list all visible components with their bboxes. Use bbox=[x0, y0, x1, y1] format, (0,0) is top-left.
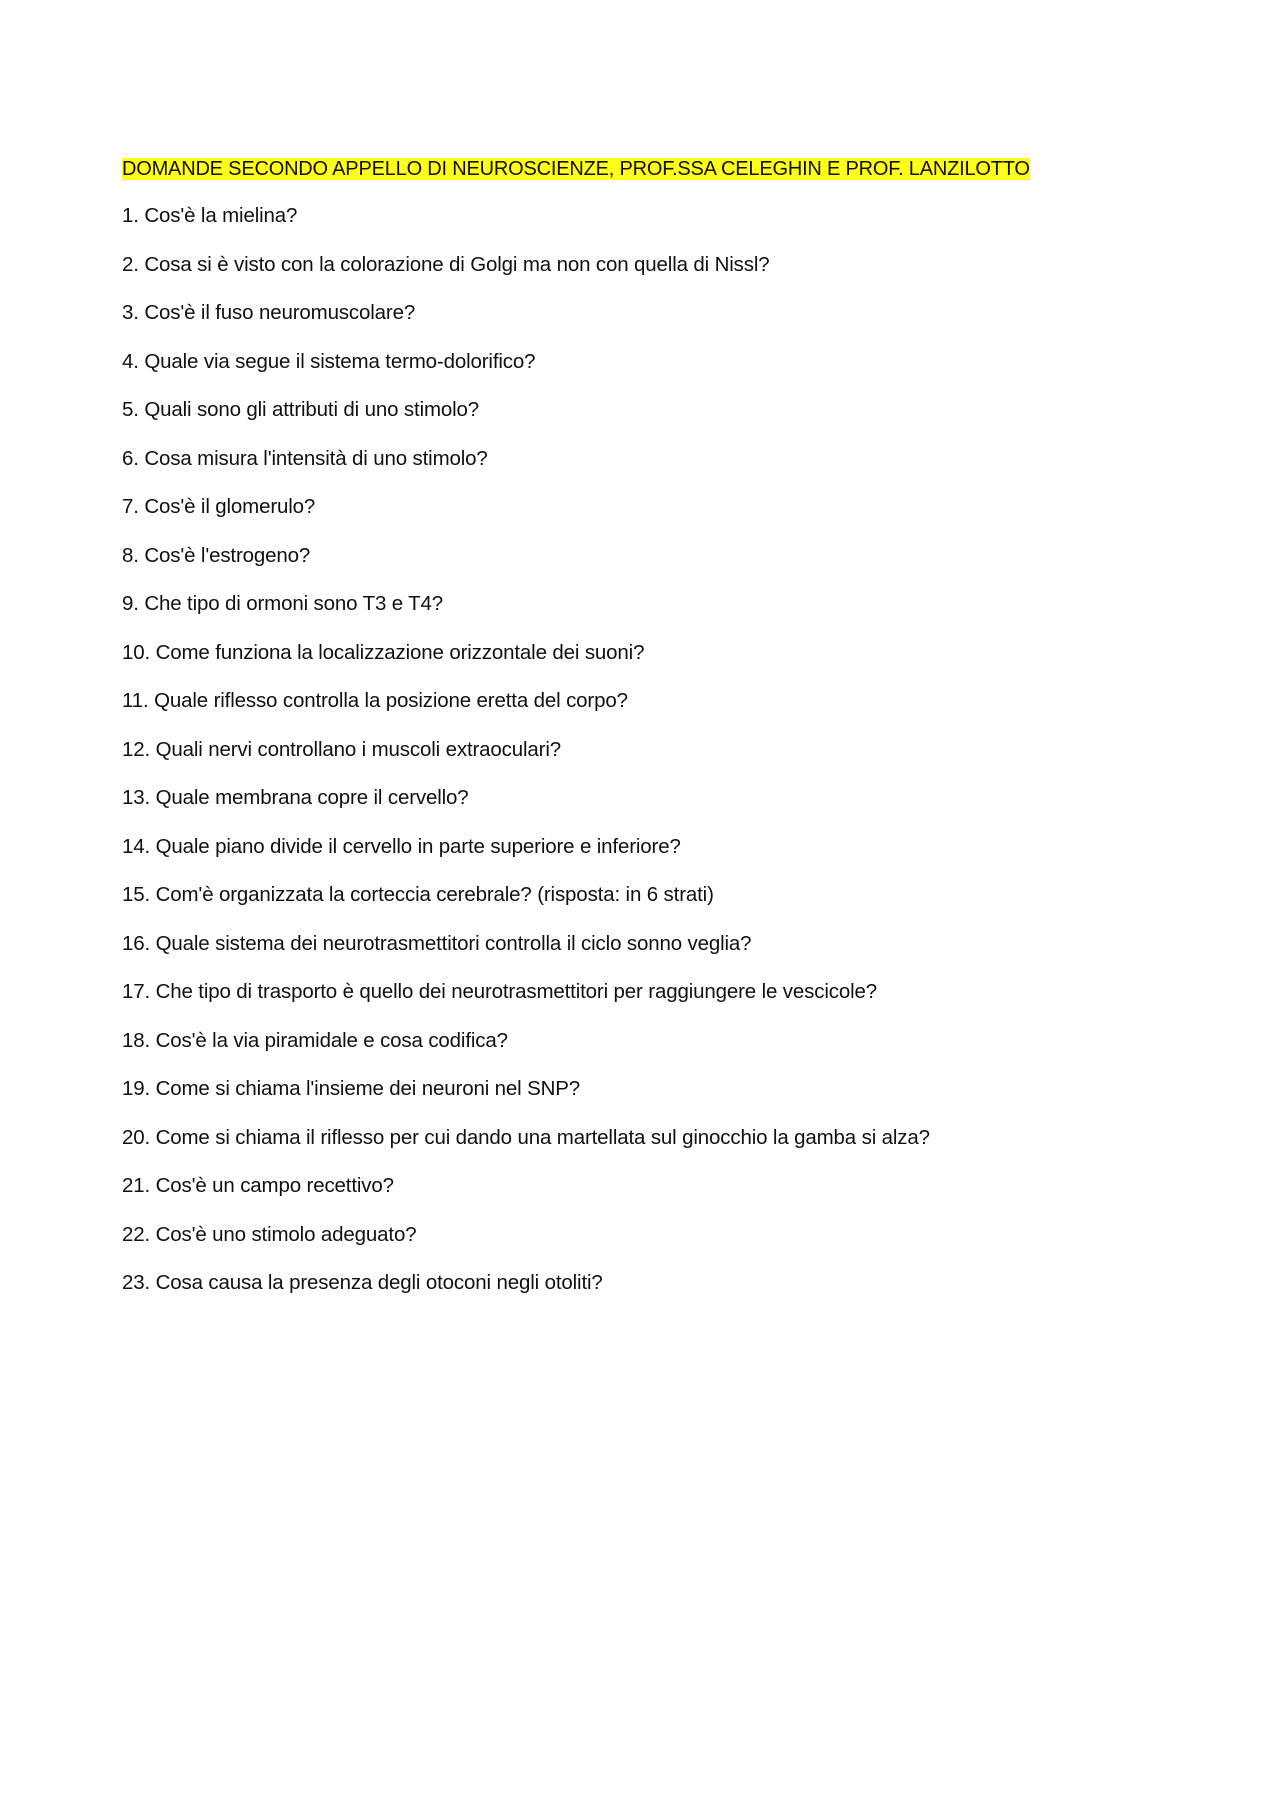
question-item bbox=[122, 1074, 1162, 1104]
question-item bbox=[122, 929, 1162, 959]
question-number: 22. bbox=[122, 1222, 156, 1246]
question-item bbox=[122, 201, 1162, 231]
question-item bbox=[122, 832, 1162, 862]
question-number: 8. bbox=[122, 543, 145, 567]
question-item bbox=[122, 1220, 1162, 1250]
question-item bbox=[122, 395, 1162, 425]
question-number: 11. bbox=[122, 689, 155, 712]
question-text: Come si chiama il riflesso per cui dando una martellata sul ginocchio la gamba si alza? bbox=[155, 1125, 930, 1149]
question-item bbox=[122, 347, 1162, 377]
question-text: Cos'è la via piramidale e cosa codifica? bbox=[155, 1028, 508, 1052]
question-number: 23. bbox=[122, 1271, 156, 1294]
question-number: 2. bbox=[122, 252, 145, 276]
question-list bbox=[122, 201, 1162, 1298]
question-text: Cos'è un campo recettivo? bbox=[155, 1174, 394, 1197]
question-text: Cosa causa la presenza degli otoconi negli otoliti? bbox=[155, 1271, 603, 1294]
question-item bbox=[122, 686, 1162, 716]
question-item bbox=[122, 1026, 1162, 1056]
question-text: Quale piano divide il cervello in parte superiore e inferiore? bbox=[155, 834, 681, 858]
question-text: Cos'è il glomerulo? bbox=[144, 495, 316, 518]
question-item bbox=[122, 492, 1162, 522]
question-text: Cos'è la mielina? bbox=[144, 204, 298, 227]
question-text: Quale sistema dei neurotrasmettitori controlla il ciclo sonno veglia? bbox=[155, 931, 752, 955]
question-text: Che tipo di ormoni sono T3 e T4? bbox=[144, 592, 444, 615]
question-item bbox=[122, 444, 1162, 474]
question-number: 14. bbox=[122, 834, 156, 858]
question-text: Quali nervi controllano i muscoli extraoculari? bbox=[155, 737, 562, 761]
question-text: Cos'è uno stimolo adeguato? bbox=[155, 1222, 417, 1246]
question-text: Che tipo di trasporto è quello dei neurotrasmettitori per raggiungere le vescicole? bbox=[155, 980, 878, 1003]
question-item bbox=[122, 1171, 1162, 1201]
question-number: 6. bbox=[122, 446, 145, 470]
question-text: Cos'è l'estrogeno? bbox=[144, 543, 311, 567]
question-item bbox=[122, 541, 1162, 571]
question-item bbox=[122, 589, 1162, 619]
question-number: 15. bbox=[122, 883, 156, 906]
question-text: Come funziona la localizzazione orizzontale dei suoni? bbox=[155, 640, 645, 664]
question-text: Cosa si è visto con la colorazione di Golgi ma non con quella di Nissl? bbox=[144, 252, 770, 276]
question-number: 9. bbox=[122, 592, 145, 615]
question-number: 12. bbox=[122, 737, 156, 761]
question-text: Cos'è il fuso neuromuscolare? bbox=[144, 301, 416, 324]
question-number: 21. bbox=[122, 1174, 156, 1197]
question-item bbox=[122, 638, 1162, 668]
question-number: 13. bbox=[122, 786, 156, 809]
question-text: Come si chiama l'insieme dei neuroni nel SNP? bbox=[155, 1077, 581, 1100]
question-number: 18. bbox=[122, 1028, 156, 1052]
question-number: 3. bbox=[122, 301, 145, 324]
question-text: Quale riflesso controlla la posizione eretta del corpo? bbox=[154, 689, 628, 712]
question-item bbox=[122, 250, 1162, 280]
document-title: DOMANDE SECONDO APPELLO DI NEUROSCIENZE, PROF.SSA CELEGHIN E PROF. LANZILOTTO bbox=[122, 158, 1030, 180]
question-text: Quali sono gli attributi di uno stimolo? bbox=[144, 398, 480, 421]
question-item bbox=[122, 880, 1162, 910]
question-item bbox=[122, 1268, 1162, 1298]
question-item bbox=[122, 735, 1162, 765]
question-item bbox=[122, 298, 1162, 328]
question-number: 4. bbox=[122, 349, 145, 373]
title-row bbox=[122, 154, 1162, 184]
question-number: 19. bbox=[122, 1077, 156, 1100]
question-number: 17. bbox=[122, 980, 156, 1003]
question-number: 20. bbox=[122, 1125, 156, 1149]
question-text: Quale via segue il sistema termo-dolorifico? bbox=[144, 349, 536, 373]
question-number: 16. bbox=[122, 931, 156, 955]
question-text: Com'è organizzata la corteccia cerebrale? (risposta: in 6 strati) bbox=[155, 883, 714, 906]
question-number: 5. bbox=[122, 398, 145, 421]
question-text: Quale membrana copre il cervello? bbox=[155, 786, 469, 809]
question-item bbox=[122, 977, 1162, 1007]
question-item bbox=[122, 1123, 1162, 1153]
question-item bbox=[122, 783, 1162, 813]
question-number: 1. bbox=[122, 204, 145, 227]
question-text: Cosa misura l'intensità di uno stimolo? bbox=[144, 446, 488, 470]
question-number: 7. bbox=[122, 495, 145, 518]
question-number: 10. bbox=[122, 640, 156, 664]
document-content bbox=[122, 154, 1162, 1317]
